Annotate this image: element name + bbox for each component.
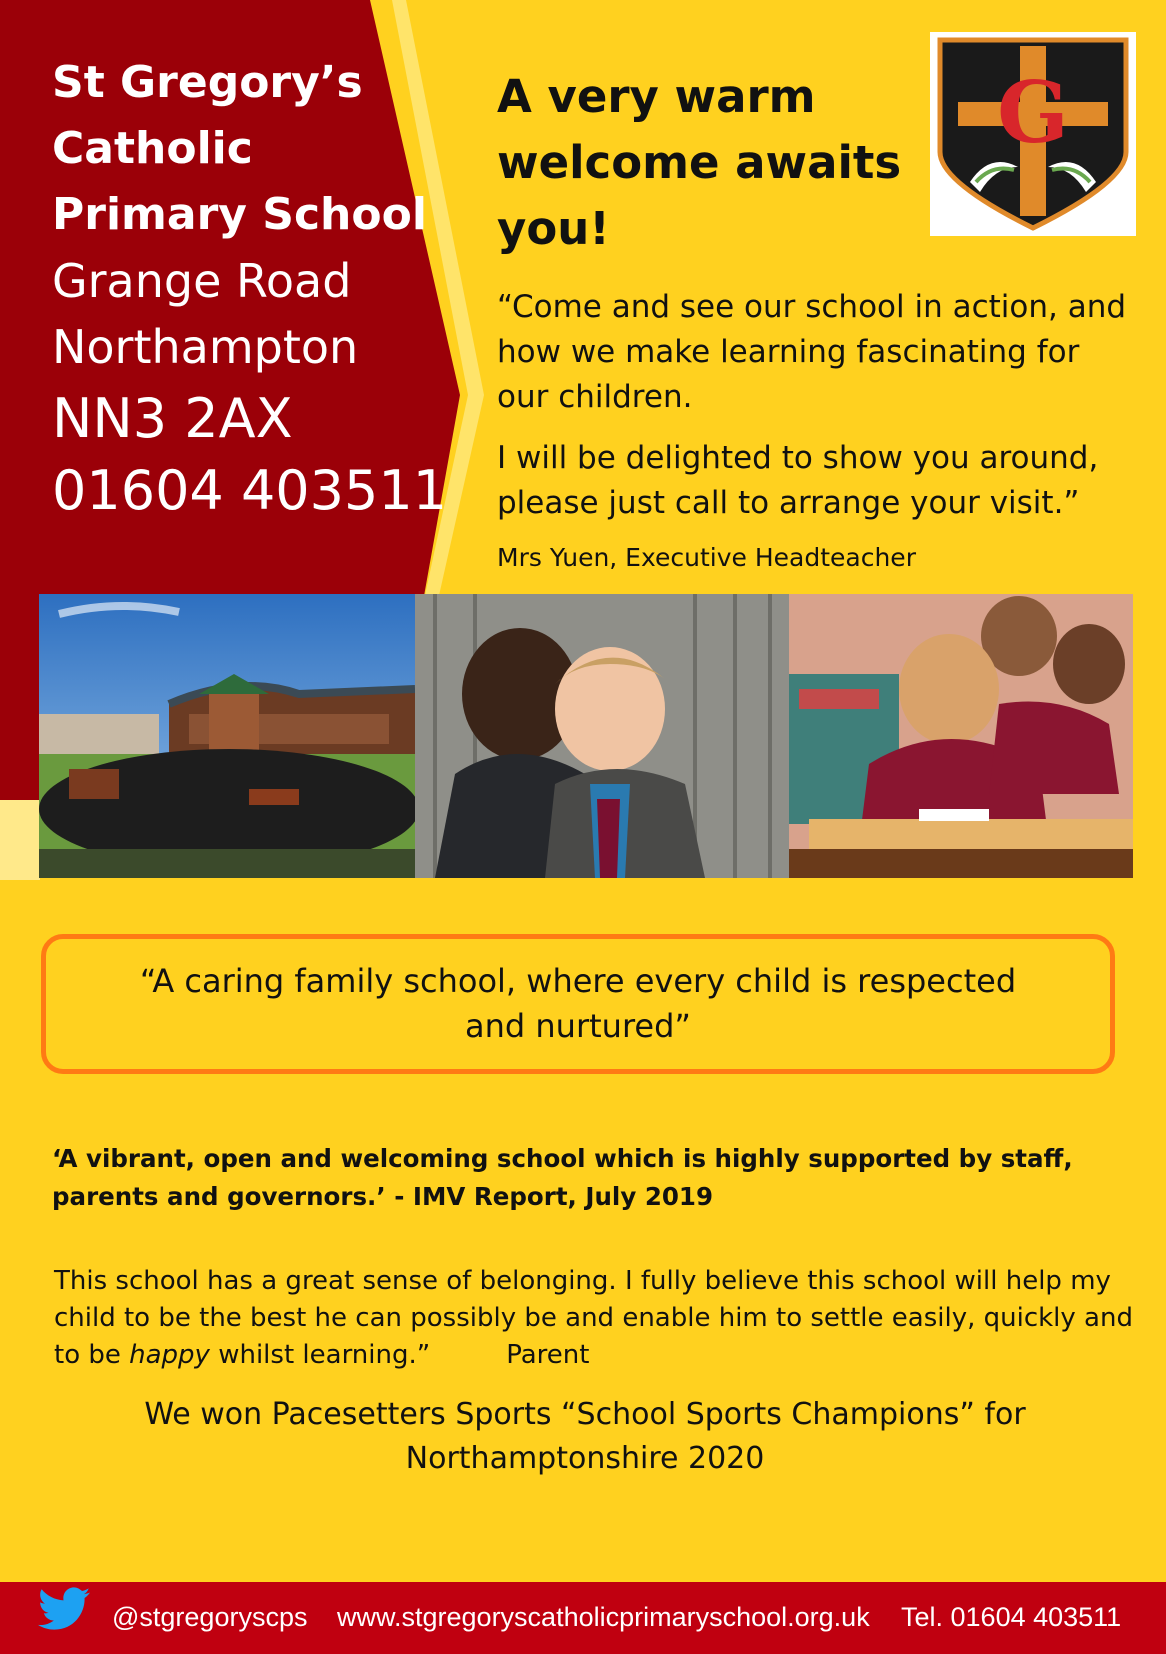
photo-pupils-smiling [415, 594, 789, 878]
welcome-heading [497, 64, 937, 262]
headteacher-quote [497, 285, 1137, 542]
welcome-line1: A very warm [497, 70, 816, 123]
school-name-line2: Catholic [52, 123, 253, 174]
website-link[interactable]: www.stgregoryscatholicprimaryschool.org.uk [337, 1602, 870, 1632]
parent-quote-emphasis: happy [129, 1340, 210, 1370]
school-name-line1: St Gregory’s [52, 57, 363, 108]
footer-bar [0, 1582, 1166, 1654]
parent-quote-attribution: Parent [506, 1340, 590, 1370]
headteacher-quote-para1: “Come and see our school in action, and how we make learning fascinating for our children. [497, 289, 1127, 415]
parent-quote-text: This school has a great sense of belonging. I fully believe this school will help my child to be the best he can possibly be and enable him to settle easily, quickly and to be [54, 1266, 1133, 1370]
school-crest [930, 32, 1136, 236]
sports-award [60, 1393, 1110, 1481]
welcome-line2: welcome awaits [497, 136, 902, 189]
sports-award-line2: Northamptonshire 2020 [405, 1441, 765, 1476]
svg-text:G: G [997, 63, 1069, 162]
school-name-line3: Primary School [52, 189, 427, 240]
headteacher-signature: Mrs Yuen, Executive Headteacher [497, 543, 916, 572]
twitter-handle[interactable]: @stgregoryscps [112, 1602, 308, 1632]
photo-playground [39, 594, 415, 878]
imv-report-quote: ‘A vibrant, open and welcoming school which is highly supported by staff, parents and governors.’ - IMV Report, July 2019 [52, 1144, 1073, 1211]
twitter-icon[interactable] [38, 1586, 90, 1632]
photo-pupils-writing [789, 594, 1133, 878]
sports-award-line1: We won Pacesetters Sports “School Sports Champions” for [144, 1397, 1026, 1432]
welcome-line3: you! [497, 202, 610, 255]
address-street: Grange Road [52, 254, 352, 308]
parent-quote-end: whilst learning.” [209, 1340, 431, 1370]
motto-quote: “A caring family school, where every child is respected and nurtured” [139, 962, 1017, 1045]
photo-strip [39, 594, 1133, 878]
address-postcode: NN3 2AX [52, 387, 293, 450]
headteacher-quote-para2: I will be delighted to show you around, please just call to arrange your visit.” [497, 440, 1099, 521]
school-phone: 01604 403511 [52, 459, 448, 522]
school-address-block [52, 50, 452, 528]
parent-quote [54, 1263, 1134, 1374]
footer-telephone: Tel. 01604 403511 [901, 1602, 1122, 1632]
address-town: Northampton [52, 320, 359, 374]
motto-quote-box [41, 934, 1115, 1074]
